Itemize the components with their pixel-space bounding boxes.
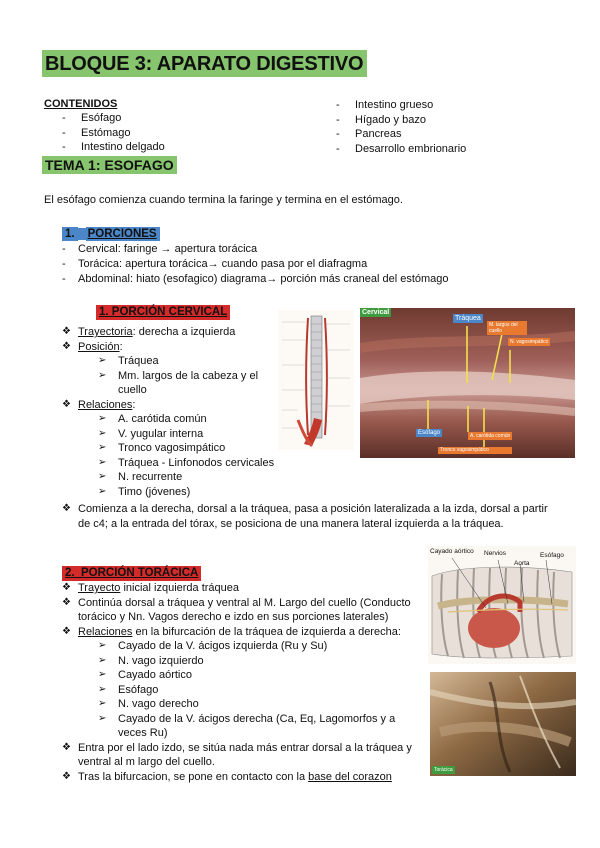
toracica-diagram-image bbox=[428, 546, 576, 664]
fig-label-nervios: Nervios bbox=[484, 550, 507, 557]
photo-label-m2: N. vagosimpático bbox=[510, 339, 549, 345]
list-item: ➢ Tráquea bbox=[62, 354, 292, 369]
intro-text: El esófago comienza cuando termina la faringe y termina en el estómago. bbox=[44, 194, 403, 206]
list-item-continuation: cuello bbox=[118, 384, 147, 396]
list-item: - Intestino delgado bbox=[62, 140, 165, 155]
list-item-continuation: torácico y Nn. Vagos derecho e izdo en sus porciones laterales) bbox=[78, 611, 389, 623]
photo-label-esofago: Esófago bbox=[418, 430, 441, 436]
list-item: - Torácica: apertura torácica→ cuando pasa por el diafragma bbox=[62, 257, 449, 272]
list-item: ➢ N. recurrente bbox=[62, 470, 292, 485]
list-item: ➢ V. yugular interna bbox=[62, 427, 292, 442]
photo-label-m1: M. largos del cuello bbox=[487, 321, 527, 335]
fig-label-cayado: Cayado aórtico bbox=[430, 548, 474, 555]
page-title: BLOQUE 3: APARATO DIGESTIVO bbox=[42, 50, 367, 77]
toracica-photo bbox=[430, 672, 576, 776]
fig-label-aorta: Aorta bbox=[514, 560, 530, 567]
list-item-continuation: ventral al m largo del cuello. bbox=[78, 756, 215, 768]
fig-label-esofago: Esófago bbox=[540, 552, 564, 559]
list-item: ➢ Cayado de la V. ácigos izquierda (Ru y Su) bbox=[62, 639, 422, 654]
cervical-note bbox=[62, 502, 562, 531]
list-item: ❖ Relaciones: bbox=[62, 398, 292, 413]
photo-label-traquea: Tráquea bbox=[455, 315, 481, 322]
list-item: - Pancreas bbox=[336, 127, 466, 142]
list-item: - Desarrollo embrionario bbox=[336, 142, 466, 157]
list-item-continuation: de c4; a la entrada del tórax, se posiciona de una manera lateral izquierda a la tráquea. bbox=[78, 517, 504, 530]
photo-tag: Cervical bbox=[362, 309, 390, 316]
list-item: ➢ Timo (jóvenes) bbox=[62, 485, 292, 500]
list-item: ❖ Relaciones en la bifurcación de la tráquea de izquierda a derecha: bbox=[62, 625, 422, 640]
cervical-bullets bbox=[62, 325, 292, 499]
list-item: ❖ Posición: bbox=[62, 340, 292, 355]
list-item: ❖ Continúa dorsal a tráquea y ventral al M. Largo del cuello (Conducto bbox=[62, 596, 422, 611]
list-item-continuation: veces Ru) bbox=[118, 727, 168, 739]
photo-label-tronco: Tronco vagosimpático bbox=[438, 447, 512, 454]
list-item: - Cervical: faringe → apertura torácica bbox=[62, 242, 449, 257]
list-item: ➢ N. vago derecho bbox=[62, 697, 422, 712]
list-item: - Esófago bbox=[62, 111, 165, 126]
list-item: ❖ Tras la bifurcacion, se pone en contacto con la base del corazon bbox=[62, 770, 422, 785]
porciones-heading bbox=[62, 228, 160, 240]
toracica-title: PORCIÓN TORÁCICA bbox=[80, 567, 199, 579]
list-item: - Hígado y bazo bbox=[336, 113, 466, 128]
toracica-heading bbox=[62, 566, 201, 581]
toracica-number: 2. bbox=[65, 567, 75, 579]
porciones-title: PORCIONES bbox=[86, 227, 160, 241]
list-item: ➢ N. vago izquierdo bbox=[62, 654, 422, 669]
list-item: ➢ Cayado de la V. ácigos derecha (Ca, Eq, Lagomorfos y a bbox=[62, 712, 422, 727]
section-heading-tema: TEMA 1: ESOFAGO bbox=[42, 156, 177, 174]
cervical-diagram-image bbox=[278, 310, 354, 450]
list-item: ❖ Trayecto inicial izquierda tráquea bbox=[62, 581, 422, 596]
porciones-number: 1. bbox=[62, 227, 78, 241]
list-item: ❖ Comienza a la derecha, dorsal a la tráquea, pasa a posición lateralizada a la izda, dorsal a partir bbox=[62, 502, 562, 517]
porciones-list bbox=[62, 242, 449, 287]
list-item: - Estómago bbox=[62, 126, 165, 141]
photo-label-m3: A. carótida común bbox=[470, 433, 511, 439]
list-item: ➢ Esófago bbox=[62, 683, 422, 698]
list-item: ➢ Tronco vagosimpático bbox=[62, 441, 292, 456]
list-item: ➢ Tráquea - Linfonodos cervicales bbox=[62, 456, 292, 471]
contents-list-left bbox=[62, 111, 165, 155]
contents-list-right bbox=[336, 98, 466, 156]
list-item: - Abdominal: hiato (esofagico) diagrama→ porción más craneal del estómago bbox=[62, 272, 449, 287]
list-item: ➢ Mm. largos de la cabeza y el bbox=[62, 369, 292, 384]
list-item: ➢ A. carótida común bbox=[62, 412, 292, 427]
list-item: ❖ Entra por el lado izdo, se sitúa nada más entrar dorsal a la tráquea y bbox=[62, 741, 422, 756]
toracica-bullets bbox=[62, 581, 422, 784]
list-item: ❖ Trayectoria: derecha a izquierda bbox=[62, 325, 292, 340]
contents-label: CONTENIDOS bbox=[44, 98, 118, 110]
cervical-photo bbox=[360, 308, 575, 458]
list-item: - Intestino grueso bbox=[336, 98, 466, 113]
photo-tag: Torácica bbox=[434, 767, 453, 773]
list-item: ➢ Cayado aórtico bbox=[62, 668, 422, 683]
cervical-heading: 1. PORCIÓN CERVICAL bbox=[96, 305, 230, 320]
